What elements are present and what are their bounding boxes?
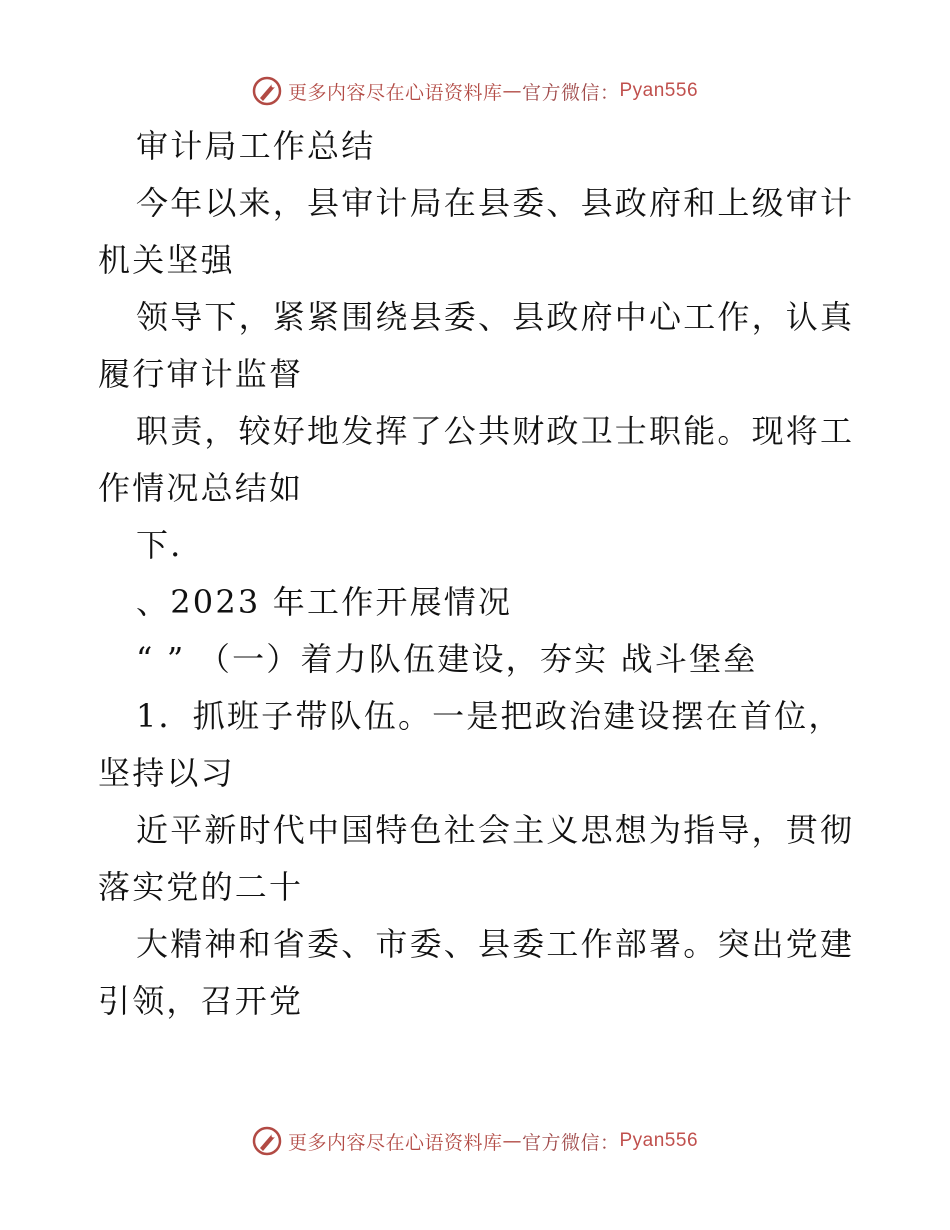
text-line: 机关坚强	[98, 241, 235, 279]
watermark-text: 更多内容尽在心语资料库	[287, 81, 503, 104]
footer-watermark	[0, 1121, 950, 1161]
text-line: 1．抓班子带队伍。一是把政治建设摆在首位，	[136, 697, 843, 735]
pen-logo-icon	[252, 76, 282, 106]
section-heading: 、2023 年工作开展情况	[136, 583, 513, 621]
header-watermark	[0, 71, 950, 111]
watermark-separator: —	[502, 80, 522, 102]
document-body	[98, 118, 858, 1030]
text-line: 作情况总结如	[98, 469, 304, 507]
text-line: 今年以来，县审计局在县委、县政府和上级审计	[136, 184, 855, 222]
text-line: 职责，较好地发挥了公共财政卫士职能。现将工	[136, 412, 855, 450]
text-line: 履行审计监督	[98, 355, 304, 393]
watermark-separator: —	[502, 1130, 522, 1152]
watermark-wechat-id: Pyan556	[619, 80, 699, 101]
text-line: 领导下，紧紧围绕县委、县政府中心工作，认真	[136, 298, 855, 336]
subsection-heading: “ ” （一）着力队伍建设，夯实 战斗堡垒	[136, 640, 758, 678]
text-line: 下．	[136, 526, 205, 564]
watermark-wechat-label: 官方微信：	[521, 81, 620, 104]
text-line: 坚持以习	[98, 754, 235, 792]
document-title: 审计局工作总结	[136, 127, 376, 165]
pen-logo-icon	[252, 1126, 282, 1156]
text-line: 近平新时代中国特色社会主义思想为指导，贯彻	[136, 811, 855, 849]
text-line: 引领，召开党	[98, 982, 304, 1020]
watermark-wechat-label: 官方微信：	[521, 1131, 620, 1154]
text-line: 落实党的二十	[98, 868, 304, 906]
watermark-wechat-id: Pyan556	[619, 1130, 699, 1151]
watermark-text: 更多内容尽在心语资料库	[287, 1131, 503, 1154]
text-line: 大精神和省委、市委、县委工作部署。突出党建	[136, 925, 855, 963]
